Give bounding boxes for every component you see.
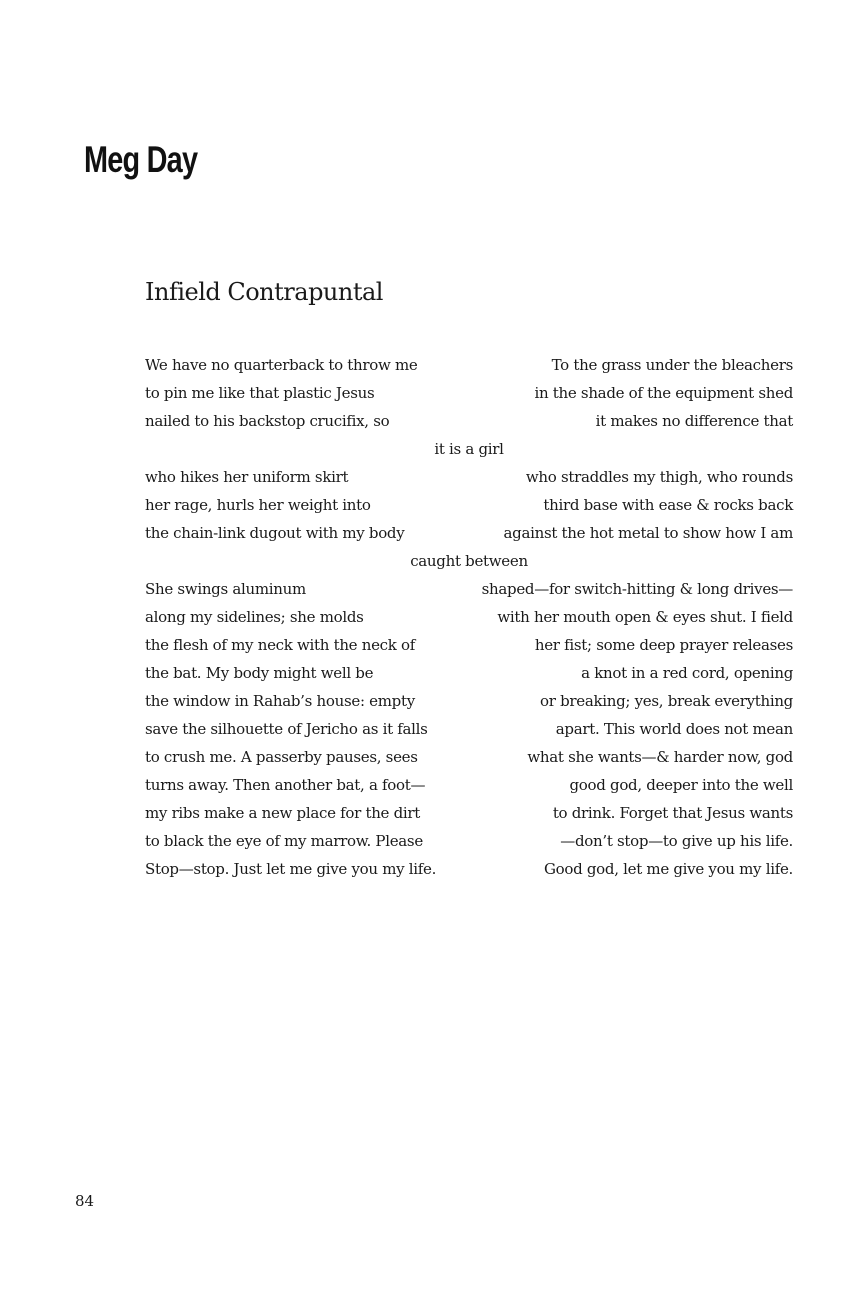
poem-body xyxy=(145,351,793,883)
poem-line-left: She swings aluminum xyxy=(145,580,306,598)
poem-line-right: To the grass under the bleachers xyxy=(551,356,793,374)
poem-line xyxy=(145,827,793,855)
poem-line xyxy=(145,687,793,715)
poem-line-left: who hikes her uniform skirt xyxy=(145,468,349,486)
poem-line-left: her rage, hurls her weight into xyxy=(145,496,371,514)
poem-line-left: turns away. Then another bat, a foot— xyxy=(145,776,426,794)
poem-line-left: along my sidelines; she molds xyxy=(145,608,364,626)
poem-line-left: to pin me like that plastic Jesus xyxy=(145,384,375,402)
poem-line xyxy=(145,799,793,827)
poem-line-right: a knot in a red cord, opening xyxy=(581,664,793,682)
poem-line-right: shaped—for switch-hitting & long drives— xyxy=(481,580,793,598)
poem-line-right: to drink. Forget that Jesus wants xyxy=(552,804,793,822)
author-name: Meg Day xyxy=(84,139,198,180)
poem-center-line: it is a girl xyxy=(434,440,504,458)
poem-line-right: in the shade of the equipment shed xyxy=(534,384,793,402)
poem-line-right: third base with ease & rocks back xyxy=(543,496,793,514)
poem-center-line: caught between xyxy=(410,552,528,570)
poem-line xyxy=(145,715,793,743)
poem-line-left: the window in Rahab’s house: empty xyxy=(145,692,415,710)
poem-line-left: save the silhouette of Jericho as it falls xyxy=(145,720,428,738)
poem-line xyxy=(145,379,793,407)
poem-line xyxy=(145,351,793,379)
poem-line xyxy=(145,463,793,491)
poem-line-right: —don’t stop—to give up his life. xyxy=(560,832,793,850)
poem-line-left: We have no quarterback to throw me xyxy=(145,356,418,374)
poem-line-left: the flesh of my neck with the neck of xyxy=(145,636,416,654)
poem-line-right: or breaking; yes, break everything xyxy=(540,692,793,710)
poem-line-left: the bat. My body might well be xyxy=(145,664,374,682)
poem-line-left: nailed to his backstop crucifix, so xyxy=(145,412,390,430)
poem-line-right: her fist; some deep prayer releases xyxy=(534,636,793,654)
poem-line-left: to crush me. A passerby pauses, sees xyxy=(145,748,418,766)
poem-line-left: Stop—stop. Just let me give you my life. xyxy=(145,860,437,878)
poem-line-left: to black the eye of my marrow. Please xyxy=(145,832,423,850)
poem-line xyxy=(145,855,793,883)
poem-line-right: it makes no difference that xyxy=(595,412,793,430)
poem-line-right: good god, deeper into the well xyxy=(569,776,793,794)
page-number: 84 xyxy=(75,1192,95,1210)
poem-line-right: against the hot metal to show how I am xyxy=(503,524,793,542)
poem-line xyxy=(145,407,793,435)
poem-line xyxy=(145,519,793,547)
poem-line xyxy=(145,575,793,603)
poem-line-right: apart. This world does not mean xyxy=(555,720,793,738)
poem-line xyxy=(145,743,793,771)
poem-line xyxy=(145,603,793,631)
poem-line-left: my ribs make a new place for the dirt xyxy=(145,804,420,822)
poem-line-right: what she wants—& harder now, god xyxy=(527,748,793,766)
poem-line xyxy=(145,491,793,519)
poem-line-left: the chain-link dugout with my body xyxy=(145,524,405,542)
poem-line-right: who straddles my thigh, who rounds xyxy=(525,468,793,486)
poem-line-right: Good god, let me give you my life. xyxy=(543,860,793,878)
poem-line-right: with her mouth open & eyes shut. I field xyxy=(497,608,793,626)
poem-line xyxy=(145,631,793,659)
poem-title: Infield Contrapuntal xyxy=(145,278,383,306)
poem-line xyxy=(145,659,793,687)
poem-line xyxy=(145,771,793,799)
